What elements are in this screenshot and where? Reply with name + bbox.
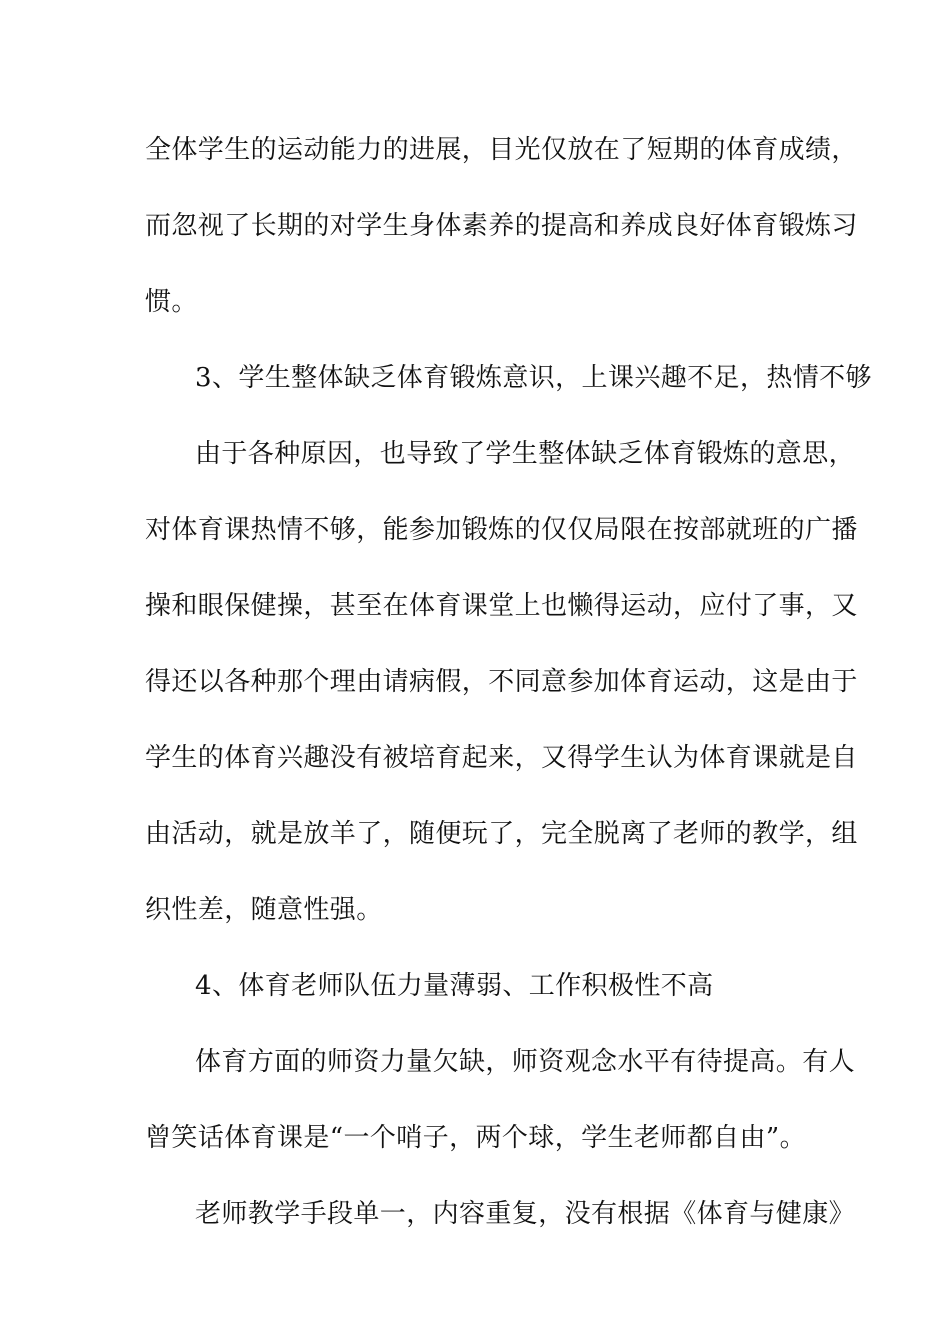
- text-line: 全体学生的运动能力的进展，目光仅放在了短期的体育成绩，: [145, 135, 858, 165]
- text-line: 曾笑话体育课是“一个哨子，两个球，学生老师都自由”。: [145, 1123, 806, 1153]
- text-line: 得还以各种那个理由请病假，不同意参加体育运动，这是由于: [145, 667, 858, 697]
- text-line: 学生的体育兴趣没有被培育起来，又得学生认为体育课就是自: [145, 743, 858, 773]
- section-heading: 3、学生整体缺乏体育锻炼意识，上课兴趣不足，热情不够: [195, 363, 872, 393]
- text-line: 对体育课热情不够，能参加锻炼的仅仅局限在按部就班的广播: [145, 515, 858, 545]
- text-line: 由活动，就是放羊了，随便玩了，完全脱离了老师的教学，组: [145, 819, 858, 849]
- text-line: 体育方面的师资力量欠缺，师资观念水平有待提高。有人: [195, 1047, 856, 1077]
- text-line: 操和眼保健操，甚至在体育课堂上也懒得运动，应付了事，又: [145, 591, 858, 621]
- text-line: 由于各种原因，也导致了学生整体缺乏体育锻炼的意思，: [195, 439, 856, 469]
- text-line: 老师教学手段单一，内容重复，没有根据《体育与健康》: [195, 1199, 856, 1229]
- text-line: 织性差，随意性强。: [145, 895, 383, 925]
- text-line: 而忽视了长期的对学生身体素养的提高和养成良好体育锻炼习: [145, 211, 858, 241]
- section-heading: 4、体育老师队伍力量薄弱、工作积极性不高: [195, 971, 714, 1001]
- text-line: 惯。: [145, 287, 198, 317]
